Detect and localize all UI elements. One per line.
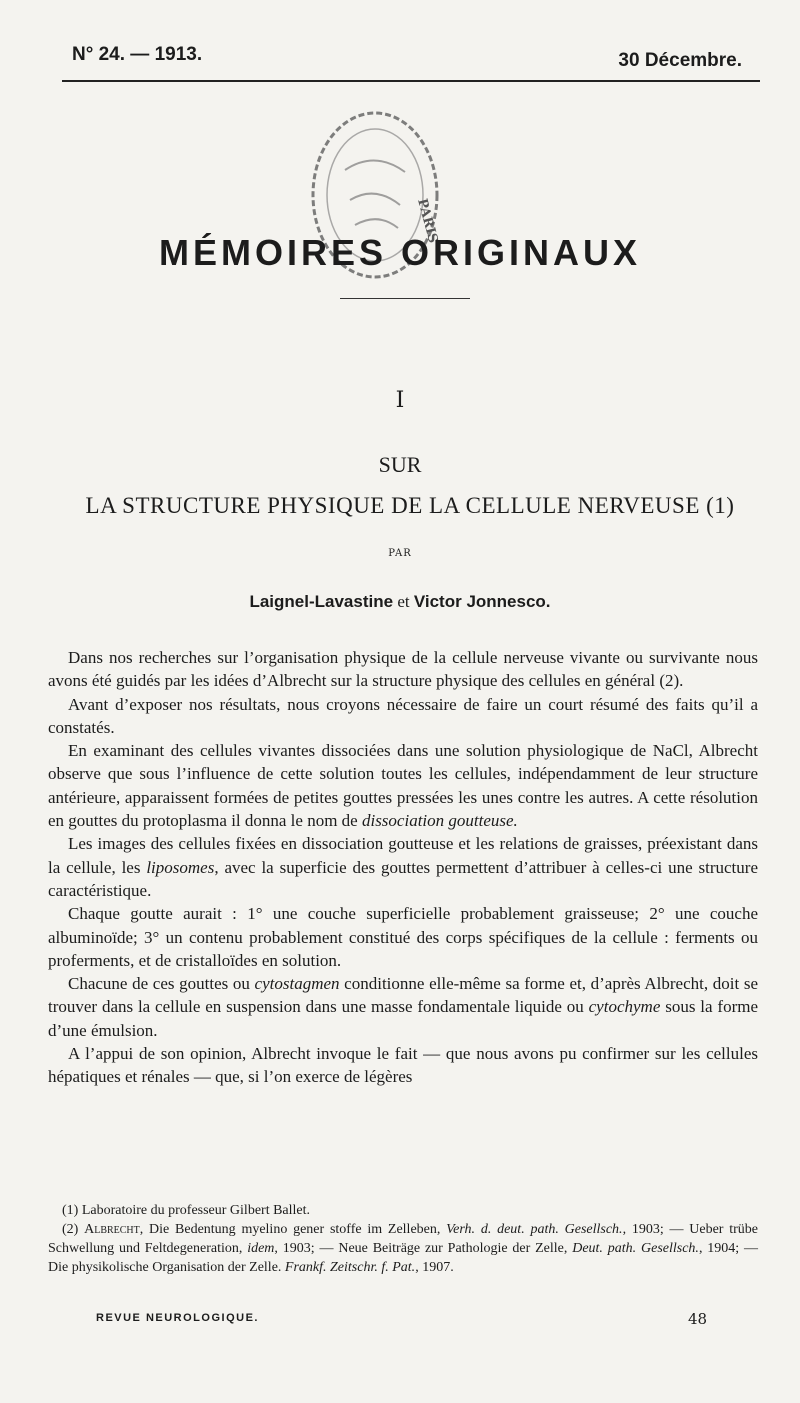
footnotes [48,1201,758,1277]
author-conjunction: et [397,592,410,611]
page-number: 48 [688,1310,708,1328]
article-title-line2 [40,493,780,519]
author-2: Victor Jonnesco. [413,592,551,611]
journal-name: REVUE NEUROLOGIQUE. [96,1312,259,1324]
article-title-line1: SUR [378,452,422,477]
byline-par: PAR [388,548,412,559]
svg-text:PARIS: PARIS [414,197,441,245]
author-1: Laignel-Lavastine [249,592,394,611]
title-footnote-ref: (1) [706,493,735,518]
article-number: I [395,388,405,413]
issue-date: 30 Décembre. [618,50,742,71]
article-body [48,646,758,1089]
footnote-1: (1) Laboratoire du professeur Gilbert Ballet. [62,1203,311,1218]
authors [0,592,800,612]
paragraph: Chacune de ces gouttes ou cytostagmen conditionne elle-même sa forme et, d’après Albrecht, doit se trouver dans la cellule en suspension dans une masse fondamentale liquide ou cytochyme sous la forme d’une émulsion. [48,974,759,1040]
article-title-text: LA STRUCTURE PHYSIQUE DE LA CELLULE NERVEUSE [85,493,700,518]
paragraph: A l’appui de son opinion, Albrecht invoque le fait — que nous avons pu confirmer sur les cellules hépatiques et rénales — que, si l’on exerce de légères [48,1044,758,1087]
paragraph: En examinant des cellules vivantes dissociées dans une solution physiologique de NaCl, Albrecht observe que sous l’influence de cette solution toutes les cellules, indépendamment de leur structure antérieure, apparaissent formées de petites gouttes pressées les unes contre les autres. A cette résolution en gouttes du protoplasma il donna le nom de dissociation goutteuse. [48,741,758,831]
section-title: MÉMOIRES ORIGINAUX [158,232,642,273]
footnote-2: (2) Albrecht, Die Bedentung myelino gener stoffe im Zelleben, Verh. d. deut. path. Gesellsch., 1903; — Ueber trübe Schwellung und Feltdegeneration, idem, 1903; — Neue Beiträge zur Pathologie der Zelle, Deut. path. Gesellsch., 1904; — Die physikolische Organisation der Zelle. Frankf. Zeitschr. f. Pat., 1907. [48,1222,759,1275]
paragraph: Avant d’exposer nos résultats, nous croyons nécessaire de faire un court résumé des faits qu’il a constatés. [48,694,758,737]
paragraph: Dans nos recherches sur l’organisation physique de la cellule nerveuse vivante ou survivante nous avons été guidés par les idées d’Albrecht sur la structure physique des cellules en général (2). [48,648,758,691]
issue-number: N° 24. — 1913. [72,44,203,65]
header-rule [62,80,760,82]
title-rule [340,298,470,299]
paragraph: Chaque goutte aurait : 1° une couche superficielle probablement graisseuse; 2° une couche albuminoïde; 3° un contenu probablement constitué des corps spécifiques de la cellule : ferments ou proferments, et de cristalloïdes en solution. [48,904,758,970]
paragraph: Les images des cellules fixées en dissociation goutteuse et les relations de graisses, préexistant dans la cellule, les liposomes, avec la superficie des gouttes permettent d’attribuer à celles-ci une structure caractéristique. [48,834,758,900]
